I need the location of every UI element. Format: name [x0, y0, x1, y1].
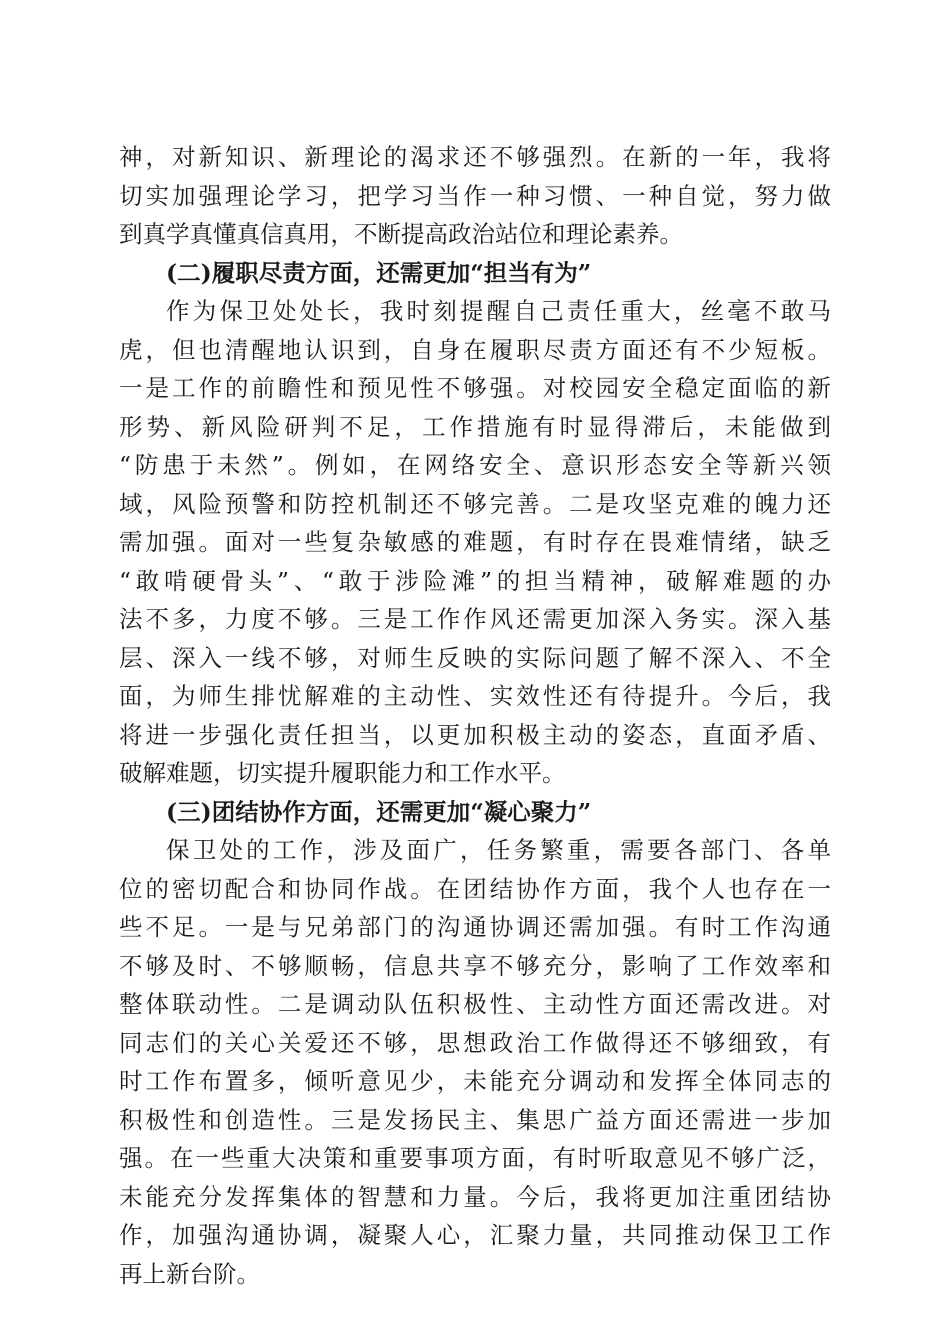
- text-line: 到真学真懂真信真用，不断提高政治站位和理论素养。: [119, 220, 683, 248]
- document-body-text: [119, 138, 831, 1293]
- text-line: 破解难题，切实提升履职能力和工作水平。: [119, 759, 566, 787]
- text-line: 将进一步强化责任担当，以更加积极主动的姿态，直面矛盾、: [119, 720, 831, 749]
- text-line: 一是工作的前瞻性和预见性不够强。对校园安全稳定面临的新: [119, 374, 831, 402]
- text-line: 作，加强沟通协调，凝聚人心，汇聚力量，共同推动保卫工作: [119, 1221, 831, 1249]
- text-line: 需加强。面对一些复杂敏感的难题，有时存在畏难情绪，缺乏: [119, 528, 831, 556]
- text-line: 切实加强理论学习，把学习当作一种习惯、一种自觉，努力做: [119, 181, 831, 210]
- text-line: 虎，但也清醒地认识到，自身在履职尽责方面还有不少短板。: [119, 335, 831, 364]
- text-line: 未能充分发挥集体的智慧和力量。今后，我将更加注重团结协: [119, 1182, 831, 1211]
- text-line: 再上新台阶。: [119, 1259, 260, 1288]
- text-line: 同志们的关心关爱还不够，思想政治工作做得还不够细致，有: [119, 1028, 831, 1057]
- text-line: “敢啃硬骨头”、“敢于涉险滩”的担当精神，破解难题的办: [119, 566, 831, 595]
- text-line: 层、深入一线不够，对师生反映的实际问题了解不深入、不全: [119, 643, 831, 672]
- text-line: 积极性和创造性。三是发扬民主、集思广益方面还需进一步加: [119, 1105, 831, 1134]
- text-line: “防患于未然”。例如，在网络安全、意识形态安全等新兴领: [119, 451, 831, 479]
- text-line: 强。在一些重大决策和重要事项方面，有时听取意见不够广泛，: [119, 1144, 831, 1172]
- section-heading: (三)团结协作方面，还需更加“凝心聚力”: [166, 797, 592, 826]
- text-line: 不够及时、不够顺畅，信息共享不够充分，影响了工作效率和: [119, 951, 831, 980]
- text-line: 神，对新知识、新理论的渴求还不够强烈。在新的一年，我将: [119, 143, 831, 171]
- text-line: 时工作布置多，倾听意见少，未能充分调动和发挥全体同志的: [119, 1067, 831, 1095]
- text-line: 保卫处的工作，涉及面广，任务繁重，需要各部门、各单: [166, 836, 831, 864]
- text-line: 些不足。一是与兄弟部门的沟通协调还需加强。有时工作沟通: [119, 913, 831, 941]
- text-line: 整体联动性。二是调动队伍积极性、主动性方面还需改进。对: [119, 990, 831, 1018]
- text-line: 域，风险预警和防控机制还不够完善。二是攻坚克难的魄力还: [119, 489, 831, 518]
- text-line: 作为保卫处处长，我时刻提醒自己责任重大，丝毫不敢马: [166, 297, 831, 325]
- section-heading: (二)履职尽责方面，还需更加“担当有为”: [166, 258, 592, 287]
- text-line: 位的密切配合和协同作战。在团结协作方面，我个人也存在一: [119, 874, 831, 903]
- text-line: 形势、新风险研判不足，工作措施有时显得滞后，未能做到: [119, 412, 831, 441]
- text-line: 法不多，力度不够。三是工作作风还需更加深入务实。深入基: [119, 605, 831, 633]
- text-line: 面，为师生排忧解难的主动性、实效性还有待提升。今后，我: [119, 682, 831, 710]
